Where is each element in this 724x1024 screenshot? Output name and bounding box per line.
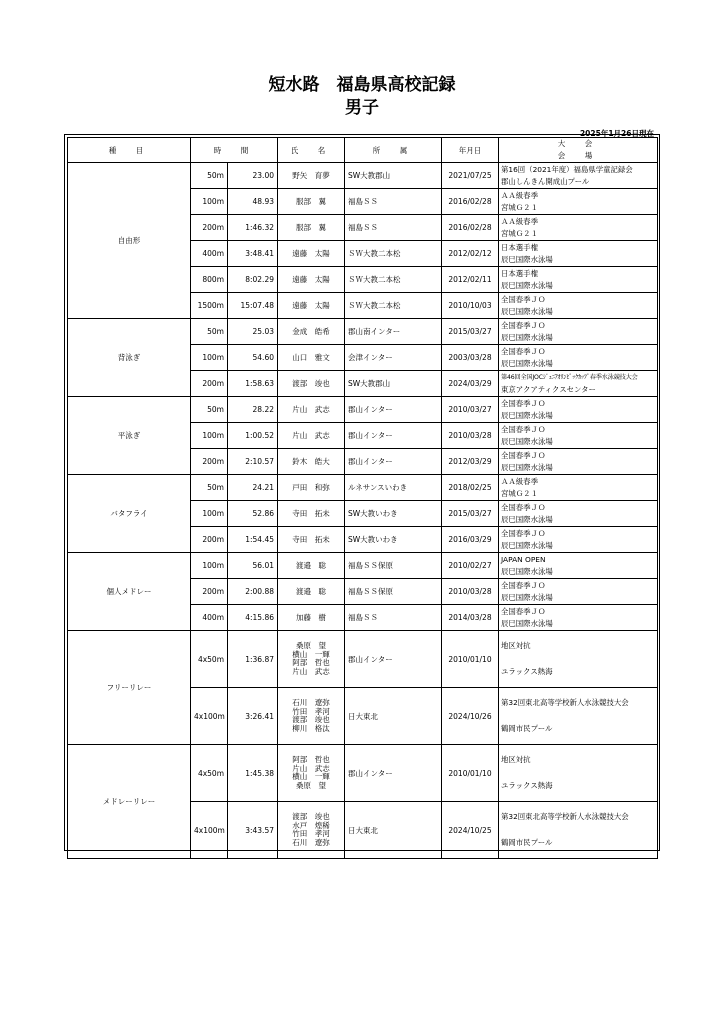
header-meet: 大 会 (557, 139, 599, 148)
record-time: 1:00.52 (228, 423, 278, 449)
record-time: 23.00 (228, 163, 278, 189)
record-time: 15:07.48 (228, 293, 278, 319)
header-date: 年月日 (442, 138, 499, 163)
venue-name: 宮城Ｇ２１ (501, 488, 538, 498)
swimmer-name: 金成 皓希 (278, 319, 345, 345)
affiliation: 郡山インター (345, 631, 442, 688)
meet-venue (499, 397, 658, 423)
swimmer-name: 遠藤 太陽 (278, 267, 345, 293)
header-meet-venue (499, 138, 658, 163)
record-time: 1:46.32 (228, 215, 278, 241)
meet-name: 地区対抗 (501, 641, 531, 650)
meet-name: 日本選手権 (501, 268, 538, 278)
venue-name: 辰巳国際水泳場 (501, 410, 553, 420)
affiliation: SW大教郡山 (345, 163, 442, 189)
event-name: 平泳ぎ (68, 397, 191, 475)
swimmer-name: 戸田 和弥 (278, 475, 345, 501)
affiliation: 郡山インター (345, 449, 442, 475)
swimmer-name: 阿部 哲也 (292, 658, 330, 667)
meet-name: 第32回東北高等学校新人水泳競技大会 (501, 812, 629, 821)
record-time: 52.86 (228, 501, 278, 527)
affiliation: 福島ＳＳ (345, 189, 442, 215)
affiliation: 郡山インター (345, 397, 442, 423)
event-name: 個人メドレー (68, 553, 191, 631)
record-date: 2010/01/10 (442, 631, 499, 688)
meet-name: JAPAN OPEN (501, 554, 546, 564)
affiliation: 日大東北 (345, 688, 442, 745)
record-time: 25.03 (228, 319, 278, 345)
venue-name: ユラックス熱海 (501, 667, 553, 676)
record-date: 2016/02/28 (442, 215, 499, 241)
header-venue: 会 場 (557, 151, 599, 160)
record-time: 24.21 (228, 475, 278, 501)
table-row (68, 319, 658, 345)
record-date: 2014/03/28 (442, 605, 499, 631)
meet-name: 第16回（2021年度）福島県学童記録会 (501, 164, 633, 174)
table-row (68, 163, 658, 189)
event-name: 背泳ぎ (68, 319, 191, 397)
swimmer-name: 石川 遼弥 (292, 837, 330, 847)
meet-name: ＡＡ級春季 (501, 476, 538, 486)
record-date: 2012/03/29 (442, 449, 499, 475)
swimmer-name: 渡邉 聡 (278, 553, 345, 579)
meet-name: 全国春季ＪＯ (501, 320, 546, 330)
record-date: 2012/02/12 (442, 241, 499, 267)
page-title: 短水路 福島県高校記録 (268, 75, 456, 95)
distance: 400m (191, 241, 228, 267)
record-time: 1:45.38 (228, 745, 278, 802)
record-time: 3:26.41 (228, 688, 278, 745)
swimmer-name: 寺田 拓未 (278, 527, 345, 553)
affiliation: ＳＷ大教二本松 (345, 267, 442, 293)
table-row (68, 745, 658, 802)
meet-name: 全国春季ＪＯ (501, 528, 546, 538)
meet-name: 全国春季ＪＯ (501, 580, 546, 590)
swimmer-name: 水戸 煌稀 (292, 820, 330, 830)
meet-venue (499, 215, 658, 241)
swimmer-name: 野矢 育夢 (278, 163, 345, 189)
distance: 100m (191, 423, 228, 449)
record-time: 1:54.45 (228, 527, 278, 553)
swimmer-name: 片山 武志 (292, 763, 330, 773)
distance: 4x100m (191, 802, 228, 859)
meet-name: 全国春季ＪＯ (501, 606, 546, 616)
swimmer-name: 片山 武志 (278, 423, 345, 449)
swimmer-name: 片山 武志 (292, 666, 330, 676)
distance: 50m (191, 319, 228, 345)
meet-name: 全国春季ＪＯ (501, 450, 546, 460)
swimmer-name: 柳川 格汰 (292, 723, 330, 733)
venue-name: 辰巳国際水泳場 (501, 254, 553, 264)
swimmer-name: 渡部 竣也 (292, 715, 330, 724)
affiliation: 日大東北 (345, 802, 442, 859)
meet-venue (499, 189, 658, 215)
swimmer-name: 横山 一輝 (292, 772, 330, 781)
affiliation: 福島ＳＳ保原 (345, 553, 442, 579)
meet-name: ＡＡ級春季 (501, 190, 538, 200)
venue-name: 辰巳国際水泳場 (501, 306, 553, 316)
distance: 200m (191, 371, 228, 397)
distance: 50m (191, 163, 228, 189)
affiliation: 福島ＳＳ (345, 605, 442, 631)
swimmer-name: 片山 武志 (278, 397, 345, 423)
record-time: 48.93 (228, 189, 278, 215)
affiliation: 郡山インター (345, 423, 442, 449)
distance: 4x100m (191, 688, 228, 745)
swimmer-name: 遠藤 太陽 (278, 241, 345, 267)
distance: 100m (191, 501, 228, 527)
event-name: 自由形 (68, 163, 191, 319)
affiliation: ＳＷ大教二本松 (345, 293, 442, 319)
swimmer-name: 渡部 竣也 (292, 812, 330, 821)
record-date: 2015/03/27 (442, 319, 499, 345)
meet-venue (499, 579, 658, 605)
swimmer-name: 渡部 竣也 (278, 371, 345, 397)
affiliation: SW大教郡山 (345, 371, 442, 397)
table-row (68, 553, 658, 579)
record-date: 2024/10/25 (442, 802, 499, 859)
event-name: フリーリレー (68, 631, 191, 745)
table-row (68, 475, 658, 501)
distance: 100m (191, 553, 228, 579)
meet-venue (499, 293, 658, 319)
venue-name: 辰巳国際水泳場 (501, 592, 553, 602)
meet-name: 日本選手権 (501, 242, 538, 252)
record-date: 2021/07/25 (442, 163, 499, 189)
meet-venue (499, 423, 658, 449)
meet-name: 全国春季ＪＯ (501, 346, 546, 356)
meet-name: 第46回全国JOCｼﾞｭﾆｱｵﾘﾝﾋﾟｯｸｶｯﾌﾟ春季水泳競技大会 (501, 373, 638, 381)
venue-name: 鶴岡市民プール (501, 838, 553, 847)
record-date: 2016/03/29 (442, 527, 499, 553)
meet-venue (499, 501, 658, 527)
meet-venue (499, 319, 658, 345)
record-time: 56.01 (228, 553, 278, 579)
meet-venue (499, 241, 658, 267)
distance: 200m (191, 579, 228, 605)
swimmer-name: 加藤 樹 (278, 605, 345, 631)
record-date: 2010/03/28 (442, 423, 499, 449)
swimmer-name: 石川 遼弥 (292, 698, 330, 707)
record-date: 2012/02/11 (442, 267, 499, 293)
affiliation: SW大教いわき (345, 527, 442, 553)
meet-venue (499, 553, 658, 579)
swimmer-name: 阿部 哲也 (292, 755, 330, 764)
record-date: 2010/02/27 (442, 553, 499, 579)
meet-name: 全国春季ＪＯ (501, 398, 546, 408)
venue-name: 辰巳国際水泳場 (501, 566, 553, 576)
meet-name: ＡＡ級春季 (501, 216, 538, 226)
record-time: 8:02.29 (228, 267, 278, 293)
event-name: バタフライ (68, 475, 191, 553)
swimmer-name: 服部 翼 (278, 189, 345, 215)
record-date: 2003/03/28 (442, 345, 499, 371)
swimmer-name: 服部 翼 (278, 215, 345, 241)
header-affiliation: 所 属 (345, 138, 442, 163)
record-date: 2010/10/03 (442, 293, 499, 319)
record-date: 2010/03/27 (442, 397, 499, 423)
swimmer-names (278, 631, 345, 688)
venue-name: 辰巳国際水泳場 (501, 618, 553, 628)
distance: 200m (191, 449, 228, 475)
meet-name: 全国春季ＪＯ (501, 502, 546, 512)
venue-name: 辰巳国際水泳場 (501, 514, 553, 524)
affiliation: 福島ＳＳ保原 (345, 579, 442, 605)
record-time: 2:00.88 (228, 579, 278, 605)
affiliation: 郡山インター (345, 745, 442, 802)
record-date: 2018/02/25 (442, 475, 499, 501)
swimmer-names (278, 688, 345, 745)
record-time: 4:15.86 (228, 605, 278, 631)
swimmer-name: 遠藤 太陽 (278, 293, 345, 319)
swimmer-name: 山口 雅文 (278, 345, 345, 371)
meet-venue (499, 802, 658, 859)
swimmer-names (278, 745, 345, 802)
affiliation: ルネサンスいわき (345, 475, 442, 501)
venue-name: 宮城Ｇ２１ (501, 202, 538, 212)
venue-name: 郡山しんきん開成山プール (501, 176, 590, 186)
record-time: 54.60 (228, 345, 278, 371)
meet-venue (499, 449, 658, 475)
meet-venue (499, 605, 658, 631)
affiliation: 会津インター (345, 345, 442, 371)
event-name: メドレーリレー (68, 745, 191, 859)
record-date: 2024/10/26 (442, 688, 499, 745)
distance: 100m (191, 189, 228, 215)
affiliation: 福島ＳＳ (345, 215, 442, 241)
distance: 50m (191, 397, 228, 423)
distance: 800m (191, 267, 228, 293)
swimmer-name: 桑原 望 (296, 641, 326, 650)
venue-name: 辰巳国際水泳場 (501, 540, 553, 550)
distance: 4x50m (191, 631, 228, 688)
header-event: 種 目 (68, 138, 191, 163)
meet-name: 地区対抗 (501, 755, 531, 764)
header-time: 時 間 (191, 138, 278, 163)
record-date: 2015/03/27 (442, 501, 499, 527)
meet-name: 全国春季ＪＯ (501, 294, 546, 304)
distance: 50m (191, 475, 228, 501)
record-time: 3:48.41 (228, 241, 278, 267)
swimmer-name: 渡邉 聡 (278, 579, 345, 605)
distance: 4x50m (191, 745, 228, 802)
affiliation: SW大教いわき (345, 501, 442, 527)
meet-venue (499, 475, 658, 501)
table-row (68, 397, 658, 423)
header-name: 氏 名 (278, 138, 345, 163)
meet-venue (499, 631, 658, 688)
record-time: 1:36.87 (228, 631, 278, 688)
record-time: 28.22 (228, 397, 278, 423)
record-time: 2:10.57 (228, 449, 278, 475)
record-time: 3:43.57 (228, 802, 278, 859)
venue-name: 辰巳国際水泳場 (501, 462, 553, 472)
page-subtitle: 男子 (345, 98, 379, 118)
venue-name: 宮城Ｇ２１ (501, 228, 538, 238)
meet-venue (499, 688, 658, 745)
meet-venue (499, 745, 658, 802)
venue-name: 辰巳国際水泳場 (501, 280, 553, 290)
record-date: 2016/02/28 (442, 189, 499, 215)
venue-name: 東京アクアティクスセンター (501, 384, 596, 394)
as-of-date: 2025年1月26日現在 (579, 129, 654, 138)
venue-name: 辰巳国際水泳場 (501, 332, 553, 342)
meet-venue (499, 163, 658, 189)
swimmer-name: 竹田 孝河 (292, 706, 330, 716)
record-date: 2010/03/28 (442, 579, 499, 605)
venue-name: ユラックス熱海 (501, 781, 553, 790)
table-row (68, 631, 658, 688)
venue-name: 鶴岡市民プール (501, 724, 553, 733)
meet-venue (499, 345, 658, 371)
venue-name: 辰巳国際水泳場 (501, 436, 553, 446)
affiliation: 郡山南インター (345, 319, 442, 345)
meet-venue (499, 267, 658, 293)
affiliation: ＳＷ大教二本松 (345, 241, 442, 267)
meet-venue (499, 371, 658, 397)
swimmer-name: 桑原 望 (296, 780, 326, 790)
distance: 400m (191, 605, 228, 631)
distance: 1500m (191, 293, 228, 319)
distance: 200m (191, 527, 228, 553)
record-date: 2010/01/10 (442, 745, 499, 802)
swimmer-name: 竹田 孝河 (292, 829, 330, 838)
meet-name: 全国春季ＪＯ (501, 424, 546, 434)
meet-name: 第32回東北高等学校新人水泳競技大会 (501, 698, 629, 707)
records-table (67, 137, 658, 859)
distance: 200m (191, 215, 228, 241)
swimmer-name: 寺田 拓未 (278, 501, 345, 527)
record-date: 2024/03/29 (442, 371, 499, 397)
meet-venue (499, 527, 658, 553)
swimmer-names (278, 802, 345, 859)
header-row (68, 138, 658, 163)
swimmer-name: 鈴木 皓大 (278, 449, 345, 475)
venue-name: 辰巳国際水泳場 (501, 358, 553, 368)
distance: 100m (191, 345, 228, 371)
swimmer-name: 横山 一輝 (292, 649, 330, 659)
record-time: 1:58.63 (228, 371, 278, 397)
